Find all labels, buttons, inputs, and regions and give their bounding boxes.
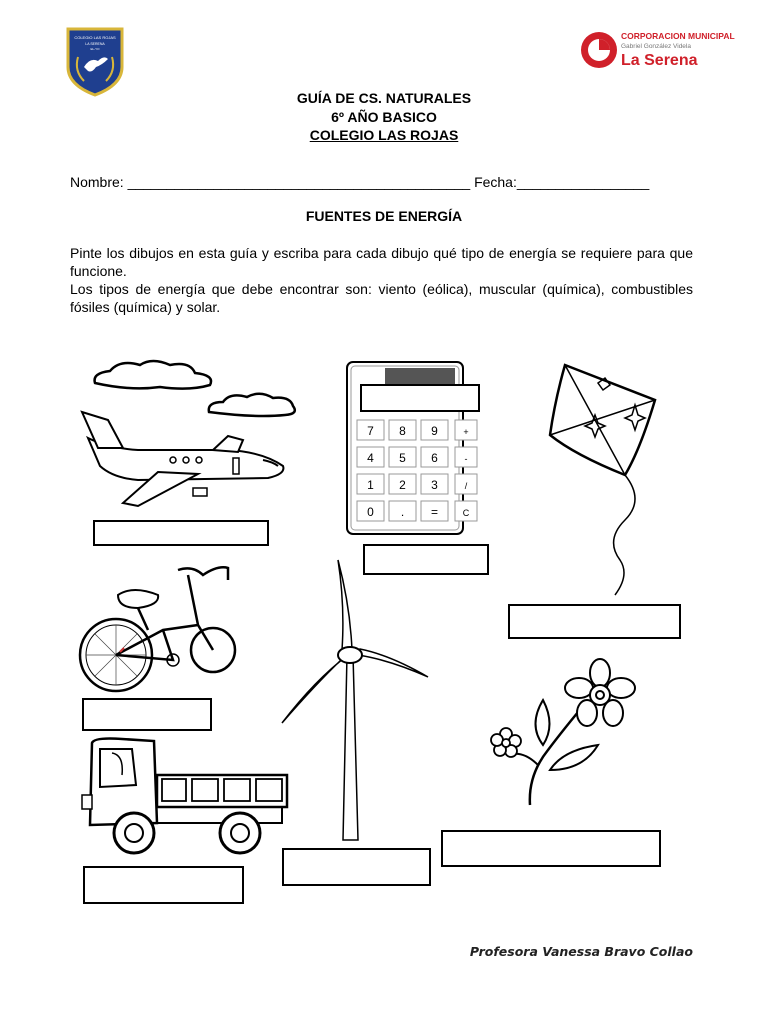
cloud-icon <box>90 355 220 395</box>
wind-turbine-icon <box>280 555 430 845</box>
calculator-key-label: 1 <box>367 478 374 492</box>
date-label: Fecha: <box>474 174 517 190</box>
svg-text:Gabriel González Videla: Gabriel González Videla <box>621 43 691 50</box>
calculator-key-label: / <box>464 481 468 491</box>
calculator-key-label: 0 <box>367 505 374 519</box>
svg-text:LA SERENA: LA SERENA <box>85 42 105 46</box>
answer-box-flower[interactable] <box>441 830 661 867</box>
date-field[interactable]: _________________ <box>516 174 650 190</box>
name-date-line <box>70 174 649 190</box>
calculator-key-label: 8 <box>399 424 406 438</box>
answer-box-calculator[interactable] <box>363 544 489 575</box>
airplane-icon <box>78 408 293 513</box>
calculator-key-label: + <box>463 427 469 437</box>
calculator-key-label: 5 <box>399 451 406 465</box>
teacher-signature: Profesora Vanessa Bravo Collao <box>469 944 693 959</box>
answer-box-truck[interactable] <box>83 866 244 904</box>
truck-icon <box>82 735 292 857</box>
answer-box-wind-turbine[interactable] <box>282 848 431 886</box>
svg-text:CORPORACION MUNICIPAL: CORPORACION MUNICIPAL <box>621 31 735 41</box>
calculator-key-label: . <box>400 505 405 519</box>
school-logo <box>66 27 124 97</box>
school-logo-text: COLEGIO LAS ROJAS <box>74 35 116 40</box>
calculator-key-label: 3 <box>431 478 438 492</box>
municipal-logo <box>580 25 735 77</box>
section-title: FUENTES DE ENERGÍA <box>305 208 463 224</box>
answer-box-bicycle[interactable] <box>82 698 212 731</box>
flower-icon <box>488 655 653 815</box>
calculator-key-label: - <box>464 454 468 464</box>
calculator-key-label: = <box>430 505 439 519</box>
kite-icon <box>545 360 665 600</box>
grade-label: 6º AÑO BASICO <box>331 109 437 125</box>
school-name: COLEGIO LAS ROJAS <box>309 127 459 143</box>
calculator-key-label: 2 <box>399 478 406 492</box>
instruction-paragraph-2: Los tipos de energía que debe encontrar son: viento (eólica), muscular (química), combustibles fósiles (química) y solar. <box>70 281 693 315</box>
svg-text:EL-YO: EL-YO <box>90 47 100 51</box>
calculator-key-label: 9 <box>431 424 438 438</box>
calculator-key-label: 6 <box>431 451 438 465</box>
bicycle-icon <box>78 550 243 700</box>
svg-text:La Serena: La Serena <box>621 52 698 69</box>
calculator-key-label: 7 <box>367 424 374 438</box>
calculator-display <box>360 384 480 412</box>
instruction-paragraph-1: Pinte los dibujos en esta guía y escriba para cada dibujo qué tipo de energía se requiere para que funcione. <box>70 245 693 279</box>
calculator-key-label: C <box>462 508 470 518</box>
name-field[interactable]: ____________________________________________ <box>127 174 471 190</box>
answer-box-kite[interactable] <box>508 604 681 639</box>
name-label: Nombre: <box>70 174 124 190</box>
calculator-key-label: 4 <box>367 451 374 465</box>
answer-box-airplane[interactable] <box>93 520 269 546</box>
guide-title: GUÍA DE CS. NATURALES <box>296 90 472 106</box>
